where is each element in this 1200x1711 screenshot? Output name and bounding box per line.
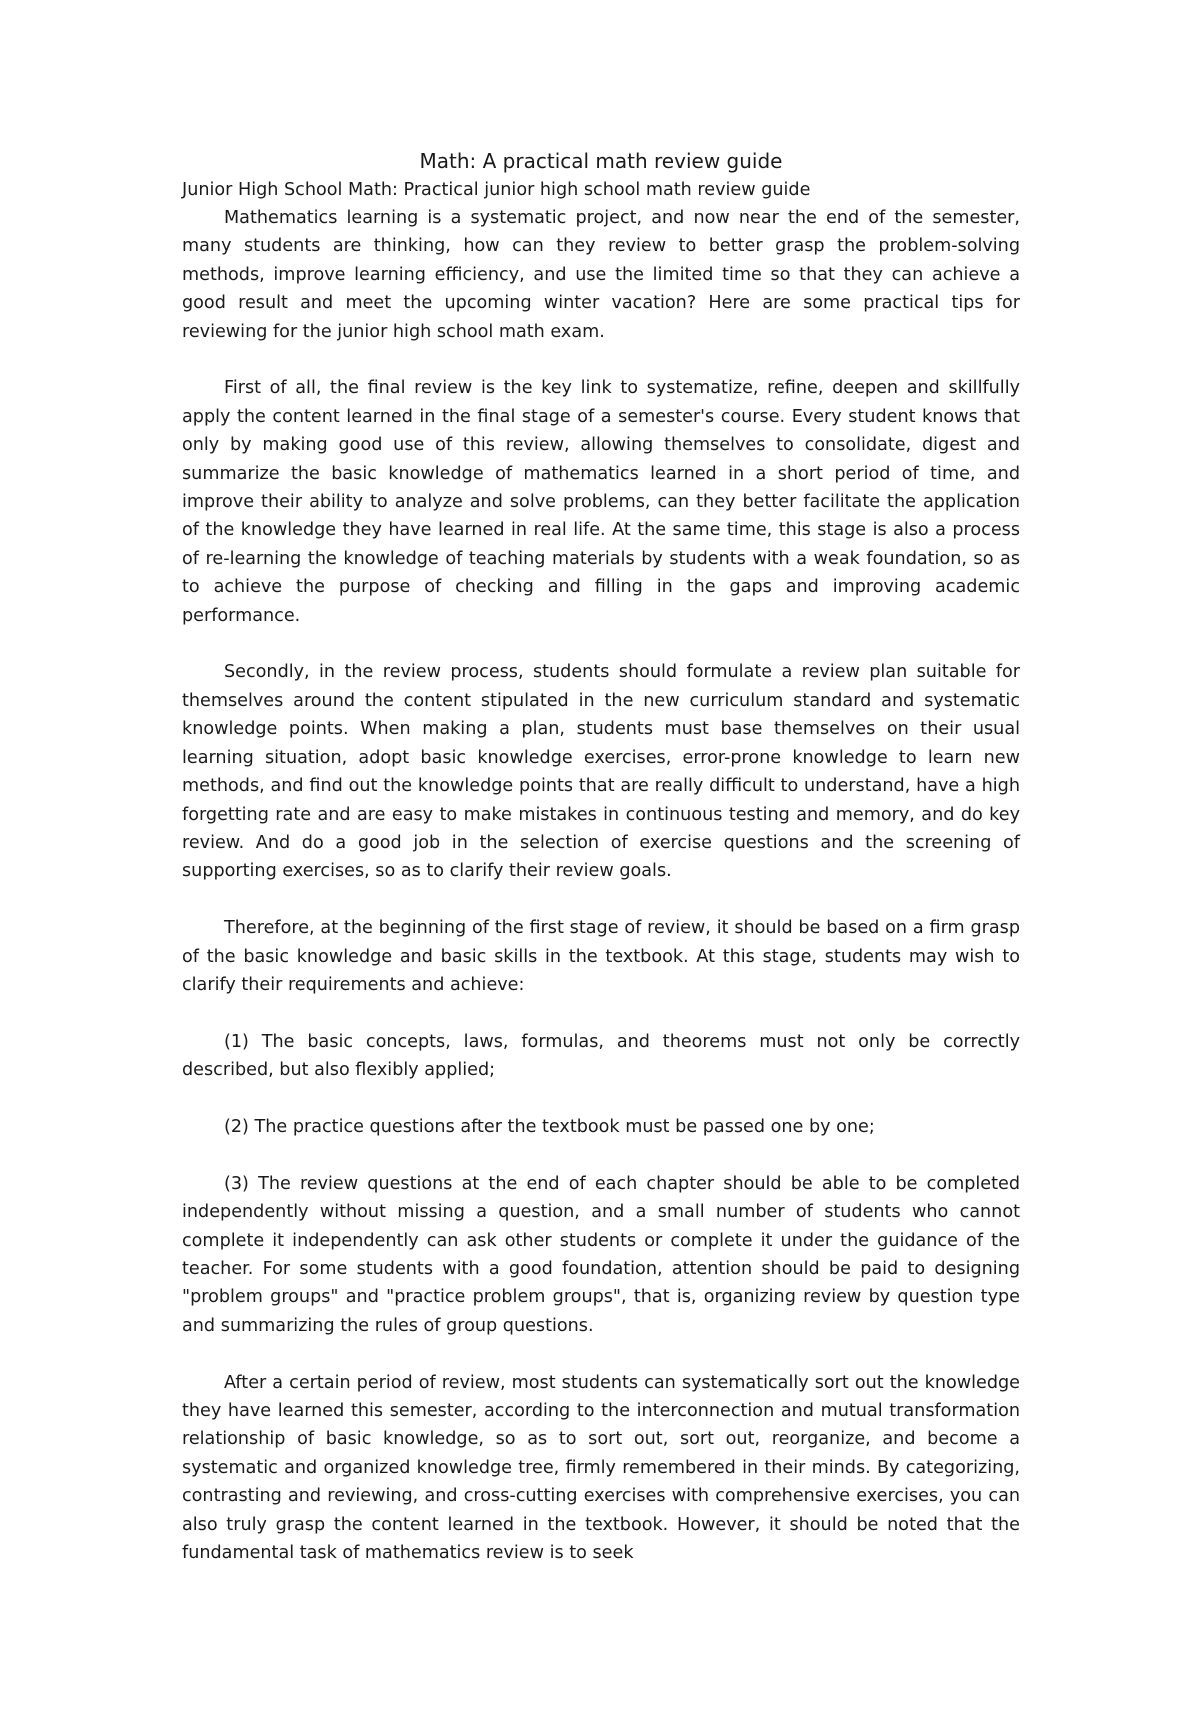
document-page xyxy=(182,146,1020,1596)
paragraph-intro: Mathematics learning is a systematic project, and now near the end of the semester, many students are thinking, how can they review to better grasp the problem-solving methods, improve learning efficiency, and use the limited time so that they can achieve a good result and meet the upcoming winter vacation? Here are some practical tips for reviewing for the junior high school math exam. xyxy=(182,208,1020,342)
list-item-2: (2) The practice questions after the textbook must be passed one by one; xyxy=(224,1116,875,1137)
document-subtitle: Junior High School Math: Practical junior high school math review guide xyxy=(182,180,811,200)
list-item-3: (3) The review questions at the end of each chapter should be able to be completed independently without missing a question, and a small number of students who cannot complete it independently can ask other students or complete it under the guidance of the teacher. For some students with a good foundation, attention should be paid to designing "problem groups" and "practice problem groups", that is, organizing review by question type and summarizing the rules of group questions. xyxy=(182,1173,1020,1336)
paragraph-first-of-all: First of all, the final review is the key link to systematize, refine, deepen and skillfully apply the content learned in the final stage of a semester's course. Every student knows that only by making good use of this review, allowing themselves to consolidate, digest and summarize the basic knowledge of mathematics learned in a short period of time, and improve their ability to analyze and solve problems, can they better facilitate the application of the knowledge they have learned in real life. At the same time, this stage is also a process of re-learning the knowledge of teaching materials by students with a weak foundation, so as to achieve the purpose of checking and filling in the gaps and improving academic performance. xyxy=(182,378,1020,626)
list-item-1: (1) The basic concepts, laws, formulas, and theorems must not only be correctly described, but also flexibly applied; xyxy=(182,1031,1020,1081)
paragraph-after-review: After a certain period of review, most students can systematically sort out the knowledge they have learned this semester, according to the interconnection and mutual transformation relationship of basic knowledge, so as to sort out, sort out, reorganize, and become a systematic and organized knowledge tree, firmly remembered in their minds. By categorizing, contrasting and reviewing, and cross-cutting exercises with comprehensive exercises, you can also truly grasp the content learned in the textbook. However, it should be noted that the fundamental task of mathematics review is to seek xyxy=(182,1372,1020,1563)
document-title: Math: A practical math review guide xyxy=(419,149,783,173)
paragraph-therefore: Therefore, at the beginning of the first stage of review, it should be based on a firm grasp of the basic knowledge and basic skills in the textbook. At this stage, students may wish to clarify their requirements and achieve: xyxy=(182,918,1020,995)
paragraph-secondly: Secondly, in the review process, students should formulate a review plan suitable for themselves around the content stipulated in the new curriculum standard and systematic knowledge points. When making a plan, students must base themselves on their usual learning situation, adopt basic knowledge exercises, error-prone knowledge to learn new methods, and find out the knowledge points that are really difficult to understand, have a high forgetting rate and are easy to make mistakes in continuous testing and memory, and do key review. And do a good job in the selection of exercise questions and the screening of supporting exercises, so as to clarify their review goals. xyxy=(182,662,1020,882)
